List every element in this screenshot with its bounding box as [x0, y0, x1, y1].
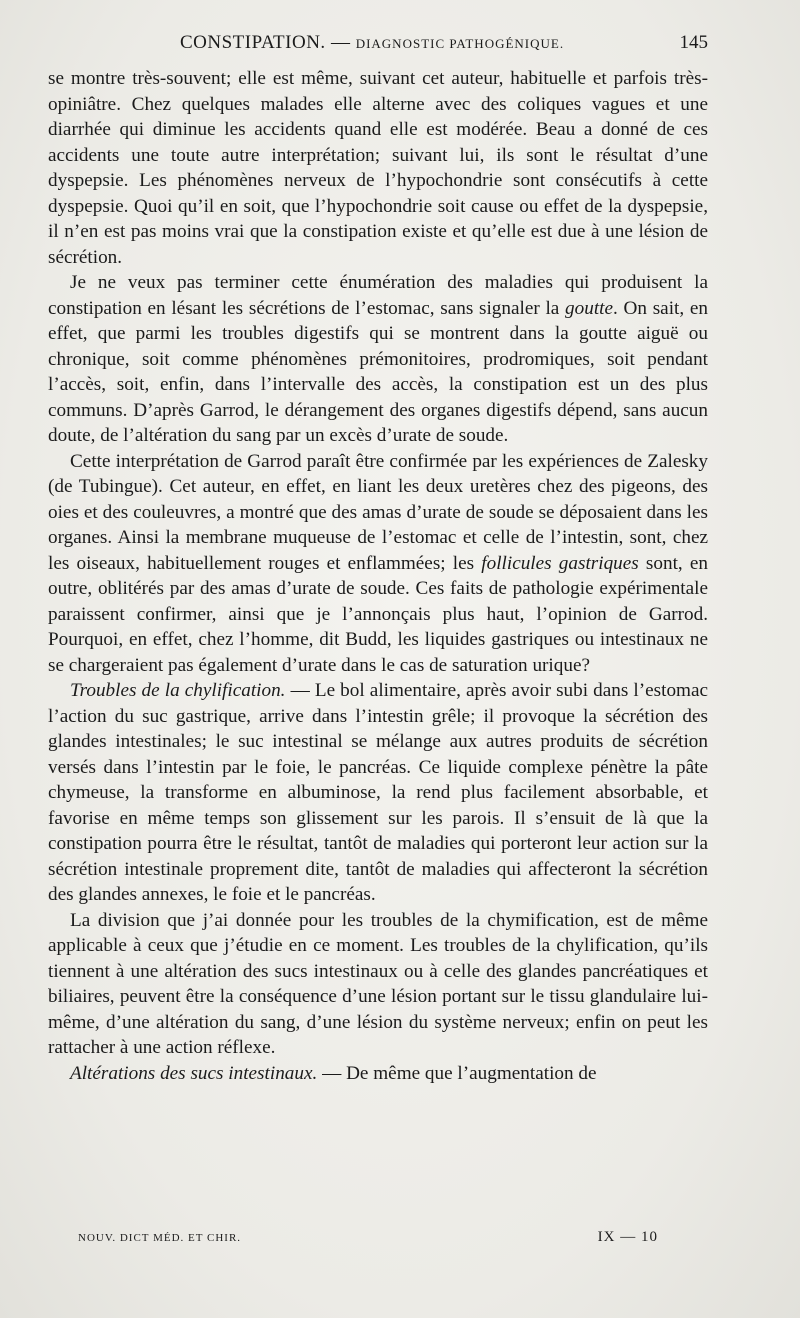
page-number: 145 [679, 32, 708, 53]
running-title [180, 32, 564, 54]
paragraph-1 [48, 66, 708, 270]
text-run: Je ne veux pas terminer cette énumération des maladies qui produisent la constipation en lésant les sécrétions de l’estomac, sans signaler la [48, 272, 708, 319]
footer-volume-sheet: IX — 10 [597, 1229, 658, 1245]
page-footer [78, 1229, 658, 1252]
text-run: — De même que l’augmentation de [317, 1062, 597, 1084]
paragraph-4 [48, 678, 708, 908]
text-run: . On sait, en effet, que parmi les troubles digestifs qui se montrent dans la goutte aiguë ou chronique, soit comme phénomènes prémonitoires, prodromiques, soit pendant l’accès, soit, enfin, dans l’intervalle des accès, la constipation est un des plus communs. D’après Garrod, le dérangement des organes digestifs dépend, sans aucun doute, de l’altération du sang par un excès d’urate de soude. [48, 297, 708, 446]
text-run: sont, en outre, oblitérés par des amas d’urate de soude. Ces faits de pathologie expérimentale paraissent confirmer, ainsi que je l’annonçais plus haut, l’opinion de Garrod. Pourquoi, en effet, chez l’homme, dit Budd, les liquides gastriques ou intestinaux ne se chargeraient pas également d’urate dans le cas de saturation urique? [48, 552, 708, 676]
text-run: La division que j’ai donnée pour les troubles de la chymification, est de même applicable à ceux que j’étudie en ce moment. Les troubles de la chylification, qu’ils tiennent à une altération des sucs intestinaux ou à celle des glandes pancréatiques et biliaires, peuvent être la conséquence d’une lésion portant sur le tissu glandulaire lui-même, d’une altération du sang, d’une lésion du système nerveux; enfin on peut les rattacher à une action réflexe. [48, 909, 708, 1058]
text-run: — Le bol alimentaire, après avoir subi dans l’estomac l’action du suc gastrique, arrive dans l’intestin grêle; il provoque la sécrétion des glandes intestinales; le suc intestinal se mélange aux autres produits de sécrétion versés dans l’intestin par le foie, le pancréas. Ce liquide complexe pénètre la pâte chymeuse, la transforme en albuminose, la rend plus facilement absorbable, et favorise en même temps son glissement sur les parois. Il s’ensuit de là que la constipation pourra être le résultat, tantôt de maladies qui porteront leur action sur la sécrétion intestinale proprement dite, tantôt de maladies qui affecteront la sécrétion des glandes annexes, le foie et le pancréas. [48, 680, 709, 905]
paragraph-2 [48, 270, 708, 449]
paragraph-5 [48, 908, 708, 1061]
footer-signature: NOUV. DICT MÉD. ET CHIR. [78, 1232, 242, 1244]
running-title-sub: DIAGNOSTIC PATHOGÉNIQUE. [355, 36, 565, 51]
italic-run: Troubles de la chylification. [70, 680, 286, 701]
running-title-separator: — [325, 32, 356, 53]
text-run: se montre très-souvent; elle est même, suivant cet auteur, habituelle et parfois très-opiniâtre. Chez quelques malades elle alterne avec des coliques vagues et une diarrhée qui diminue les accidents quand elle est modérée. Beau a donné de ces accidents une toute autre interprétation; suivant lui, ils sont le résultat d’une dyspepsie. Les phénomènes nerveux de l’hypochondrie sont consécutifs à cette dyspepsie. Quoi qu’il en soit, que l’hypochondrie soit cause ou effet de la dyspepsie, il n’en est pas moins vrai que la constipation existe et qu’elle est due à une lésion de sécrétion. [48, 68, 708, 268]
italic-run: follicules gastriques [481, 552, 639, 574]
running-header [48, 32, 708, 58]
body-text [48, 66, 708, 1086]
italic-run: goutte [565, 297, 614, 319]
text-run: Cette interprétation de Garrod paraît être confirmée par les expériences de Zalesky (de Tubingue). Cet auteur, en effet, en liant les deux uretères chez des pigeons, des oies et des couleuvres, a montré que des amas d’urate de soude se déposaient dans les organes. Ainsi la membrane muqueuse de l’estomac et celle de l’intestin, sont, chez les oiseaux, habituellement rouges et enflammées; les [48, 450, 708, 574]
paragraph-6 [48, 1061, 708, 1087]
paragraph-3 [48, 449, 708, 679]
italic-run: Altérations des sucs intestinaux. [70, 1062, 318, 1084]
running-title-main: CONSTIPATION. [180, 32, 326, 53]
